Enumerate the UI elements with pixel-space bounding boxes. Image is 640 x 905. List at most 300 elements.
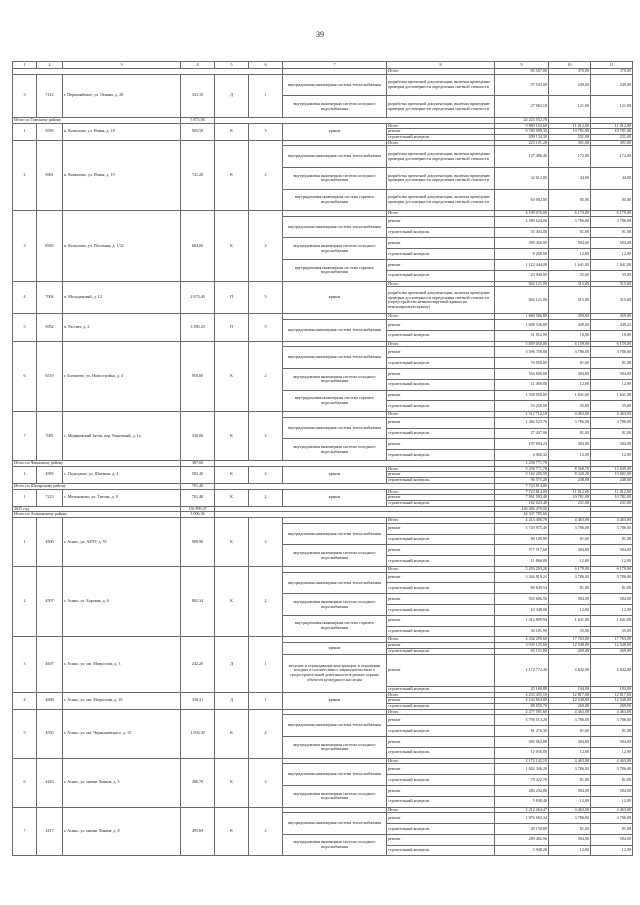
work-cost: 96 571,20 — [495, 478, 549, 484]
max-unit-cost: 459,00 — [591, 314, 633, 320]
work-cost: 1 414 899,94 — [495, 615, 549, 626]
work-cost: 1 282 523,76 — [495, 417, 549, 428]
max-unit-cost: 3 786,00 — [591, 813, 633, 824]
row-number: 3 — [13, 637, 37, 692]
work-cost: 1 122 444,00 — [495, 260, 549, 271]
work-type: ремонт — [387, 715, 495, 726]
wall-material: К — [215, 412, 249, 461]
work-cost: 3 743 975,40 — [495, 523, 549, 534]
row-number: 7 — [13, 412, 37, 461]
unit-cost: 12,00 — [549, 605, 591, 616]
unit-cost: 12 548,00 — [549, 643, 591, 649]
unit-cost: 104,00 — [549, 686, 591, 692]
house-area: 330,31 — [181, 692, 215, 709]
floors-count: 2 — [249, 566, 283, 636]
house-code: 4607 — [37, 637, 63, 692]
house-code: 7215 — [37, 489, 63, 506]
max-unit-cost: 249,00 — [591, 74, 633, 96]
work-cost: 1 172 772,40 — [495, 654, 549, 686]
max-unit-cost: 315,00 — [591, 287, 633, 314]
max-unit-cost: 12 548,00 — [591, 698, 633, 704]
work-cost: 1 608 536,80 — [495, 320, 549, 331]
work-cost: 1 842 346,20 — [495, 764, 549, 775]
summary-sum: 446 456 470,06 — [495, 506, 549, 512]
max-unit-cost: 3 786,00 — [591, 417, 633, 428]
unit-cost: 449,00 — [549, 320, 591, 331]
unit-cost: 12 817,00 — [549, 692, 591, 698]
work-cost: 65 151,80 — [495, 648, 549, 654]
work-cost: 88 850,70 — [495, 704, 549, 710]
work-type: Итого — [387, 466, 495, 472]
unit-cost: 11 012,00 — [549, 489, 591, 495]
unit-cost: 6 179,00 — [549, 566, 591, 572]
max-unit-cost: 10 781,00 — [591, 129, 633, 135]
engineering-system: внутридомовая инженерная система горячего водоснабжения — [283, 615, 387, 637]
summary-sum: 24 223 532,78 — [495, 117, 549, 123]
work-cost: 4 477 581,60 — [495, 709, 549, 715]
max-unit-cost: 3 786,00 — [591, 347, 633, 358]
max-unit-cost: 4 463,00 — [591, 709, 633, 715]
work-cost: 51 052,00 — [495, 330, 549, 341]
house-area: 2 673,40 — [181, 281, 215, 314]
engineering-system: внутридомовая инженерная система горячего водоснабжения — [283, 189, 387, 211]
house-area: 741,20 — [181, 140, 215, 210]
max-unit-cost: 3 786,00 — [591, 216, 633, 227]
unit-cost: 12,00 — [549, 450, 591, 461]
unit-cost: 3 786,00 — [549, 417, 591, 428]
engineering-system: внутридомовая инженерная система теплоснабжения — [283, 715, 387, 737]
work-row — [13, 74, 633, 96]
wall-material: К — [215, 466, 249, 483]
unit-cost: 121,00 — [549, 96, 591, 118]
structural-element: крыша — [283, 489, 387, 506]
summary-label: Итого по Томскому району — [13, 117, 181, 123]
max-unit-cost: 231,00 — [591, 500, 633, 506]
floors-count: 5 — [249, 314, 283, 341]
work-type: строительный контроль — [387, 401, 495, 412]
engineering-system: внутридомовая инженерная система теплоснабжения — [283, 347, 387, 369]
house-area: 3 580,20 — [181, 314, 215, 341]
work-cost: 25 180,80 — [495, 686, 549, 692]
work-cost: 197 894,24 — [495, 439, 549, 450]
work-cost: 7 723 814,00 — [495, 489, 549, 495]
work-type: ремонт — [387, 654, 495, 686]
unit-cost: 85,00 — [549, 189, 591, 211]
max-unit-cost: 172,00 — [591, 146, 633, 168]
work-type: строительный контроль — [387, 726, 495, 737]
row-number: 7 — [13, 807, 37, 856]
work-cost: 5 258 771,78 — [495, 466, 549, 472]
work-type: ремонт — [387, 594, 495, 605]
work-cost: 554 800,00 — [495, 368, 549, 379]
unit-cost: 81,00 — [549, 534, 591, 545]
house-address: с. Мельниково, ул. Титова, д. 8 — [63, 489, 181, 506]
max-unit-cost: 12,00 — [591, 605, 633, 616]
work-cost: 2 589 624,00 — [495, 216, 549, 227]
work-cost: 4 413 400,70 — [495, 518, 549, 524]
work-cost: 842 121,00 — [495, 281, 549, 287]
wall-material: К — [215, 211, 249, 281]
work-type: строительный контроль — [387, 500, 495, 506]
work-type: ремонт — [387, 764, 495, 775]
house-address: п. Копылово, ул. Песочная, д. 1/32 — [63, 211, 181, 281]
house-code: 4550 — [37, 709, 63, 758]
max-unit-cost: 449,22 — [591, 320, 633, 331]
work-type: Итого — [387, 807, 495, 813]
work-type: ремонт — [387, 238, 495, 249]
house-code: 6961 — [37, 140, 63, 210]
max-unit-cost: 301,00 — [591, 140, 633, 146]
work-type: ремонт — [387, 523, 495, 534]
max-unit-cost: 4 463,00 — [591, 807, 633, 813]
unit-cost: 3 786,00 — [549, 347, 591, 358]
unit-cost: 4 463,00 — [549, 518, 591, 524]
work-type: разработка проектной документации, включая проведение проверки достоверности определения сметной стоимости — [387, 189, 495, 211]
house-address: г. Асино, ул. Боровая, д. 6 — [63, 566, 181, 636]
floors-count: 5 — [249, 281, 283, 314]
max-unit-cost: 81,00 — [591, 775, 633, 786]
page-number: 39 — [316, 30, 324, 39]
house-address: г. Асино, ул. имени Ленина, д. 8 — [63, 807, 181, 856]
work-type: Итого — [387, 314, 495, 320]
max-unit-cost: 81,00 — [591, 227, 633, 238]
work-cost: 209 134,30 — [495, 135, 549, 141]
max-unit-cost: 81,00 — [591, 428, 633, 439]
work-type: строительный контроль — [387, 686, 495, 692]
max-unit-cost: 584,00 — [591, 737, 633, 748]
max-unit-cost: 35,00 — [591, 270, 633, 281]
max-unit-cost: 3 786,00 — [591, 764, 633, 775]
engineering-system: внутридомовая инженерная система теплоснабжения — [283, 216, 387, 238]
work-type: Итого — [387, 489, 495, 495]
work-cost: 2 212 264,47 — [495, 807, 549, 813]
work-cost: 27 963,10 — [495, 96, 549, 118]
work-cost: 4 066,32 — [495, 450, 549, 461]
max-unit-cost: 584,00 — [591, 439, 633, 450]
max-unit-cost: 12,00 — [591, 450, 633, 461]
wall-material: К — [215, 566, 249, 636]
column-number: 1 — [13, 62, 37, 69]
unit-cost: 584,00 — [549, 834, 591, 845]
engineering-system: внутридомовая инженерная система холодного водоснабжения — [283, 368, 387, 390]
max-unit-cost: 13 849,00 — [591, 466, 633, 472]
max-unit-cost: 12,00 — [591, 379, 633, 390]
row-number: 3 — [13, 211, 37, 281]
max-unit-cost: 3 786,00 — [591, 572, 633, 583]
summary-sum: 7 723 814,00 — [495, 483, 549, 489]
max-unit-cost: 10,00 — [591, 330, 633, 341]
house-address: п. Рассвет, д. 2 — [63, 314, 181, 341]
engineering-system: внутридомовая инженерная система теплоснабжения — [283, 523, 387, 545]
work-cost: 9 969 163,60 — [495, 123, 549, 129]
unit-cost: 8 568,70 — [549, 466, 591, 472]
house-code: 4417 — [37, 807, 63, 856]
max-unit-cost: 12,00 — [591, 747, 633, 758]
floors-count: 1 — [249, 637, 283, 692]
unit-cost: 35,00 — [549, 401, 591, 412]
work-type: Итого — [387, 518, 495, 524]
floors-count: 2 — [249, 412, 283, 461]
summary-area: 701,40 — [181, 483, 215, 489]
floors-count: 2 — [249, 466, 283, 483]
house-area: 988,90 — [181, 518, 215, 567]
work-type: Итого — [387, 69, 495, 75]
work-type: ремонт — [387, 545, 495, 556]
column-number: 10 — [549, 62, 591, 69]
max-unit-cost: 248,00 — [591, 478, 633, 484]
floors-count: 2 — [249, 758, 283, 807]
max-unit-cost: 13 601,00 — [591, 472, 633, 478]
wall-material: П — [215, 314, 249, 341]
row-number: 1 — [13, 489, 37, 506]
max-unit-cost: 12,00 — [591, 556, 633, 567]
unit-cost: 81,00 — [549, 428, 591, 439]
wall-material: Д — [215, 74, 249, 117]
engineering-system: внутридомовая инженерная система теплоснабжения — [283, 813, 387, 835]
summary-sum: 44 337 785,66 — [495, 512, 549, 518]
work-type: строительный контроль — [387, 450, 495, 461]
unit-cost: 301,00 — [549, 140, 591, 146]
engineering-system: внутридомовая инженерная система холодного водоснабжения — [283, 168, 387, 190]
structural-element: несущие и ограждающие конструкции, в отношении которых в соответствии с законодательством о градостроительной деятельности в рамках охраны объектов культурного наследия — [283, 654, 387, 692]
structural-element: крыша — [283, 466, 387, 483]
max-unit-cost: 11 012,00 — [591, 123, 633, 129]
unit-cost: 12,00 — [549, 249, 591, 260]
work-type: строительный контроль — [387, 747, 495, 758]
unit-cost: 1 641,00 — [549, 390, 591, 401]
floors-count: 1 — [249, 74, 283, 117]
work-cost: 399 456,00 — [495, 238, 549, 249]
unit-cost: 269,00 — [549, 704, 591, 710]
house-address: г. Асино, ул. им. Матросова, д. 18 — [63, 692, 181, 709]
engineering-system: внутридомовая инженерная система холодного водоснабжения — [283, 834, 387, 856]
engineering-system: внутридомовая инженерная система горячего водоснабжения — [283, 390, 387, 412]
work-type: ремонт — [387, 785, 495, 796]
work-type: ремонт — [387, 129, 495, 135]
work-cost: 27 447,66 — [495, 428, 549, 439]
house-area: 583,40 — [181, 466, 215, 483]
wall-material: К — [215, 807, 249, 856]
unit-cost: 35,00 — [549, 626, 591, 637]
max-unit-cost: 81,00 — [591, 583, 633, 594]
unit-cost: 584,00 — [549, 238, 591, 249]
work-type: ремонт — [387, 216, 495, 227]
total-row — [13, 281, 633, 287]
work-type: строительный контроль — [387, 379, 495, 390]
work-type: строительный контроль — [387, 478, 495, 484]
max-unit-cost: 584,00 — [591, 368, 633, 379]
floors-count: 2 — [249, 807, 283, 856]
max-unit-cost: 6 179,00 — [591, 211, 633, 217]
work-cost: 32 612,80 — [495, 168, 549, 190]
house-code: 6519 — [37, 341, 63, 411]
work-type: ремонт — [387, 320, 495, 331]
summary-label: Итого по Асиновскому району — [13, 512, 181, 518]
total-row — [13, 489, 633, 495]
wall-material: П — [215, 281, 249, 314]
max-unit-cost: 584,00 — [591, 834, 633, 845]
work-type: разработка проектной документации, включая проведение проверки достоверности определения сметной стоимости — [387, 96, 495, 118]
work-type: Итого — [387, 566, 495, 572]
unit-cost: 4 463,00 — [549, 412, 591, 418]
work-cost: 3 596 700,00 — [495, 347, 549, 358]
house-address: г. Асино, ул. имени Ленина, д. 5 — [63, 758, 181, 807]
work-cost: 5 162 200,58 — [495, 472, 549, 478]
house-code: 4507 — [37, 566, 63, 636]
work-cost: 53 250,00 — [495, 401, 549, 412]
work-type: Итого — [387, 123, 495, 129]
summary-area: 5 875,06 — [181, 117, 215, 123]
work-cost: 577 517,60 — [495, 545, 549, 556]
engineering-system: внутридомовая инженерная система холодного водоснабжения — [283, 594, 387, 616]
column-number: 4 — [181, 62, 215, 69]
engineering-system: внутридомовая инженерная система теплоснабжения — [283, 74, 387, 96]
structural-element: крыша — [283, 692, 387, 709]
max-unit-cost: 12,00 — [591, 845, 633, 856]
work-type: разработка проектной документации, включая проведение проверки достоверности определения сметной стоимости — [387, 74, 495, 96]
work-type: Итого — [387, 140, 495, 146]
work-type: строительный контроль — [387, 845, 495, 856]
house-address: п. Копылово, ул. Новая, д. 18 — [63, 123, 181, 140]
row-number: 4 — [13, 281, 37, 314]
unit-cost: 4 463,00 — [549, 709, 591, 715]
max-unit-cost: 6 179,00 — [591, 566, 633, 572]
work-cost: 10 348,08 — [495, 605, 549, 616]
unit-cost: 4 842,00 — [549, 654, 591, 686]
house-area: 862,34 — [181, 566, 215, 636]
work-cost: 223 101,20 — [495, 140, 549, 146]
unit-cost: 44,00 — [549, 168, 591, 190]
max-unit-cost: 12 548,00 — [591, 643, 633, 649]
house-area: 950,00 — [181, 341, 215, 411]
house-address: г. Богашево, ул. Новостройка, д. 3 — [63, 341, 181, 411]
row-number: 1 — [13, 518, 37, 567]
max-unit-cost: 584,00 — [591, 238, 633, 249]
work-type: Итого — [387, 341, 495, 347]
column-number: 2 — [37, 62, 63, 69]
max-unit-cost: 584,00 — [591, 785, 633, 796]
unit-cost: 81,00 — [549, 583, 591, 594]
work-cost: 127 486,40 — [495, 146, 549, 168]
engineering-system: внутридомовая инженерная система холодного водоснабжения — [283, 96, 387, 118]
work-cost: 5 293 293,26 — [495, 566, 549, 572]
unit-cost: 81,00 — [549, 358, 591, 369]
house-area: 495,69 — [181, 807, 215, 856]
work-cost: 3 039 125,60 — [495, 643, 549, 649]
summary-area: 156 899,37 — [181, 506, 215, 512]
house-code: 7004 — [37, 281, 63, 314]
work-cost: 162 023,40 — [495, 500, 549, 506]
unit-cost: 584,00 — [549, 594, 591, 605]
work-type: ремонт — [387, 417, 495, 428]
work-cost: 76 950,00 — [495, 358, 549, 369]
house-area: 242,20 — [181, 637, 215, 692]
work-type: ремонт — [387, 495, 495, 501]
engineering-system: внутридомовая инженерная система холодного водоснабжения — [283, 737, 387, 759]
work-cost: 3 264 819,24 — [495, 572, 549, 583]
work-type: ремонт — [387, 737, 495, 748]
work-type: ремонт — [387, 643, 495, 649]
column-number: 5 — [215, 62, 249, 69]
column-number: 9 — [495, 62, 549, 69]
work-type: строительный контроль — [387, 775, 495, 786]
unit-cost: 315,00 — [549, 287, 591, 314]
work-type: ремонт — [387, 813, 495, 824]
house-code: 6952 — [37, 314, 63, 341]
house-area: 486,70 — [181, 758, 215, 807]
engineering-system: внутридомовая инженерная система теплоснабжения — [283, 417, 387, 439]
engineering-system: внутридомовая инженерная система холодного водоснабжения — [283, 238, 387, 260]
unit-cost: 81,00 — [549, 227, 591, 238]
work-type: разработка проектной документации, включая проведение проверки достоверности определения сметной стоимости — [387, 146, 495, 168]
work-cost: 55 404,00 — [495, 227, 549, 238]
house-code: 6959 — [37, 123, 63, 140]
house-area: 1 003,30 — [181, 709, 215, 758]
structural-element: крыша — [283, 123, 387, 140]
engineering-system: внутридомовая инженерная система холодного водоснабжения — [283, 785, 387, 807]
house-address: с. Подгорное, ул. Шахтная, д. 4 — [63, 466, 181, 483]
work-cost: 8 208,00 — [495, 249, 549, 260]
unit-cost: 269,00 — [549, 648, 591, 654]
max-unit-cost: 3 786,00 — [591, 715, 633, 726]
work-type: ремонт — [387, 615, 495, 626]
house-address: с. Моряковский Затон, пер. Рыночный, д. 1а — [63, 412, 181, 461]
unit-cost: 3 786,00 — [549, 572, 591, 583]
unit-cost: 35,00 — [549, 270, 591, 281]
work-type: ремонт — [387, 260, 495, 271]
column-number: 7 — [283, 62, 387, 69]
engineering-system: внутридомовая инженерная система холодного водоснабжения — [283, 545, 387, 567]
work-cost: 11 866,80 — [495, 556, 549, 567]
max-unit-cost: 269,00 — [591, 704, 633, 710]
structural-element: крыша — [283, 281, 387, 314]
work-cost: 5 859 050,00 — [495, 341, 549, 347]
work-type: строительный контроль — [387, 796, 495, 807]
unit-cost: 584,00 — [549, 545, 591, 556]
house-address: п. Молодежный, д. 12 — [63, 281, 181, 314]
work-type: ремонт — [387, 347, 495, 358]
unit-cost: 4 463,00 — [549, 758, 591, 764]
max-unit-cost: 231,00 — [591, 135, 633, 141]
max-unit-cost: 4 842,00 — [591, 654, 633, 686]
house-code: 4995 — [37, 466, 63, 483]
work-type: строительный контроль — [387, 583, 495, 594]
row-number: 2 — [13, 140, 37, 210]
unit-cost: 1 641,00 — [549, 615, 591, 626]
max-unit-cost: 1 641,00 — [591, 260, 633, 271]
max-unit-cost: 81,00 — [591, 534, 633, 545]
work-cost: 23 940,00 — [495, 270, 549, 281]
work-cost: 4 332 299,60 — [495, 637, 549, 643]
unit-cost: 584,00 — [549, 439, 591, 450]
wall-material: Д — [215, 637, 249, 692]
floors-count: 2 — [249, 709, 283, 758]
work-type: ремонт — [387, 439, 495, 450]
unit-cost: 584,00 — [549, 737, 591, 748]
floors-count: 2 — [249, 140, 283, 210]
engineering-system: внутридомовая инженерная система теплоснабжения — [283, 146, 387, 168]
work-type: разработка проектной документации, включая проведение проверки достоверности определения сметной стоимости — [387, 168, 495, 190]
max-unit-cost: 35,00 — [591, 401, 633, 412]
unit-cost: 10 781,00 — [549, 495, 591, 501]
work-type: строительный контроль — [387, 135, 495, 141]
unit-cost: 81,00 — [549, 775, 591, 786]
wall-material: К — [215, 758, 249, 807]
unit-cost: 315,00 — [549, 281, 591, 287]
engineering-system: внутридомовая инженерная система холодного водоснабжения — [283, 439, 387, 461]
unit-cost: 172,00 — [549, 146, 591, 168]
house-address: г. Первомайское, ул. Ленина, д. 28 — [63, 74, 181, 117]
